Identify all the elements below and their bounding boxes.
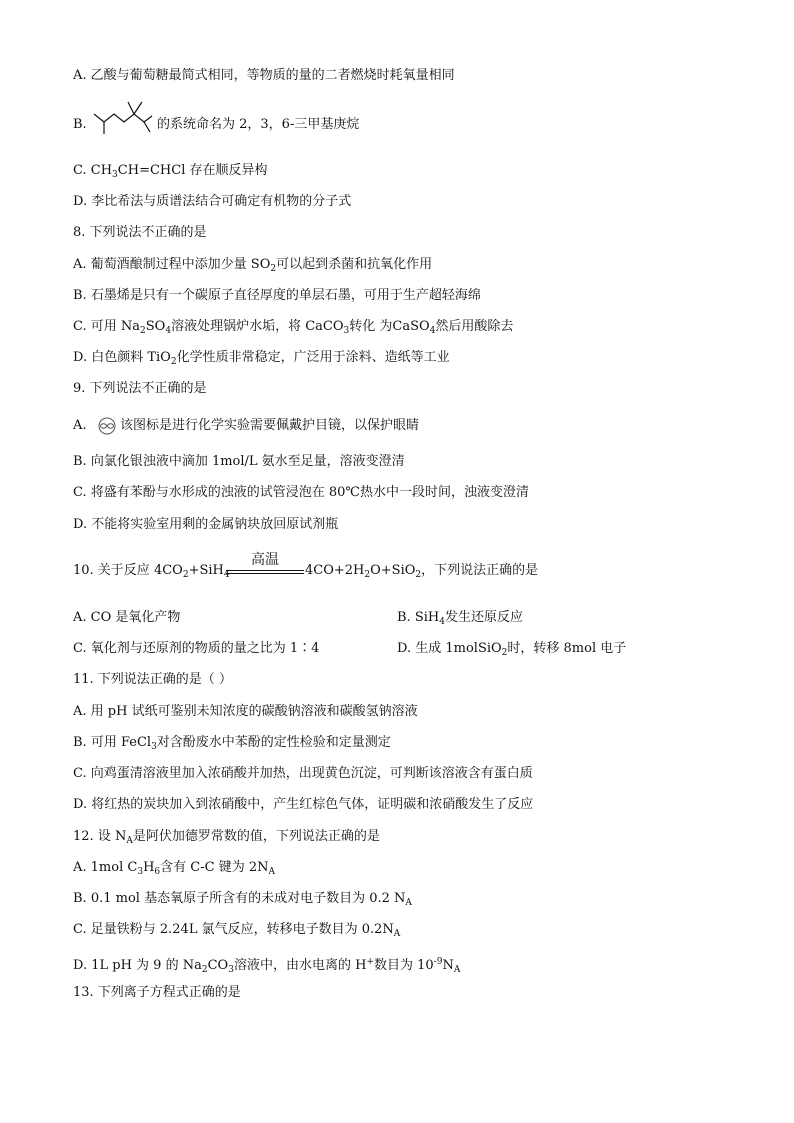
reaction-condition: 高温 [251,552,279,568]
q8-option-a: A. 葡萄酒酿制过程中添加少量 $SO_2$可以起到杀菌和抗氧化作用 [73,257,433,274]
q10-option-a: A. CO 是氧化产物 [73,610,181,625]
q9-stem: 9. 下列说法不正确的是 [73,381,207,396]
q9-option-a-text: 该图标是进行化学实验需要佩戴护目镜，以保护眼睛 [120,418,420,433]
q10-stem-left: 10. 关于反应 $4CO_2+SiH_4$ [73,563,230,580]
q9-option-d: D. 不能将实验室用剩的金属钠块放回原试剂瓶 [73,517,339,532]
q7-option-d: D. 李比希法与质谱法结合可确定有机物的分子式 [73,194,352,209]
q8-option-d: D. 白色颜料 TiO$_2$化学性质非常稳定，广泛用于涂料、造纸等工业 [73,350,450,367]
q7-option-b-prefix: B. [73,117,87,132]
q12-option-b: B. 0.1 mol 基态氧原子所含有的未成对电子数目为 0.2 $N_A$ [73,891,412,908]
q12-option-d: D. 1L pH 为 9 的 $Na_2CO_3$溶液中，由水电离的 H+数目为 $10^{-9}N_A$ [73,957,461,975]
q7-option-a: A. 乙酸与葡萄糖最简式相同，等物质的量的二者燃烧时耗氧量相同 [73,68,455,83]
q10-option-d: D. 生成 1molSiO$_2$时，转移 8mol 电子 [397,641,627,658]
q8-option-b: B. 石墨烯是只有一个碳原子直径厚度的单层石墨，可用于生产超轻海绵 [73,288,481,303]
q8-stem: 8. 下列说法不正确的是 [73,225,207,240]
q11-option-d: D. 将红热的炭块加入到浓硝酸中，产生红棕色气体，证明碳和浓硝酸发生了反应 [73,797,534,812]
q10-stem-right: $4CO+2H_2O+SiO_2$，下列说法正确的是 [305,563,539,580]
q7-option-b-text: 的系统命名为 2，3，6-三甲基庚烷 [157,117,360,132]
safety-goggles-icon [97,417,117,435]
reaction-condition-arrow [226,552,304,578]
q11-option-a: A. 用 pH 试纸可鉴别未知浓度的碳酸钠溶液和碳酸氢钠溶液 [73,704,418,719]
q12-option-c: C. 足量铁粉与 2.24L 氯气反应，转移电子数目为 $0.2N_A$ [73,922,401,939]
q8-option-c: C. 可用 $Na_2SO_4$溶液处理锅炉水垢，将 CaCO$_3$转化 为CaSO$_4$然后用酸除去 [73,319,514,336]
q9-option-b: B. 向氯化银浊液中滴加 1mol/L 氨水至足量，溶液变澄清 [73,454,405,469]
q11-stem: 11. 下列说法正确的是（ ） [73,672,232,687]
q9-option-c: C. 将盛有苯酚与水形成的浊液的试管浸泡在 80℃热水中一段时间，浊液变澄清 [73,485,529,500]
q11-option-b: B. 可用 FeCl$_3$对含酚废水中苯酚的定性检验和定量测定 [73,735,391,752]
q12-stem: 12. 设 $N_A$是阿伏加德罗常数的值，下列说法正确的是 [73,829,380,846]
q7-option-c: C. $CH_3CH=CHCl$ 存在顺反异构 [73,163,268,180]
skeletal-structure-icon [90,98,156,138]
q11-option-c: C. 向鸡蛋清溶液里加入浓硝酸并加热，出现黄色沉淀，可判断该溶液含有蛋白质 [73,766,533,781]
q10-option-c: C. 氧化剂与还原剂的物质的量之比为 1∶4 [73,641,320,656]
q10-option-b: B. SiH$_4$发生还原反应 [397,610,523,627]
q13-stem: 13. 下列离子方程式正确的是 [73,985,241,1000]
q9-option-a-prefix: A. [73,418,87,433]
q12-option-a: A. 1mol $C_3H_6$含有 C-C 键为 $2N_A$ [73,860,275,877]
